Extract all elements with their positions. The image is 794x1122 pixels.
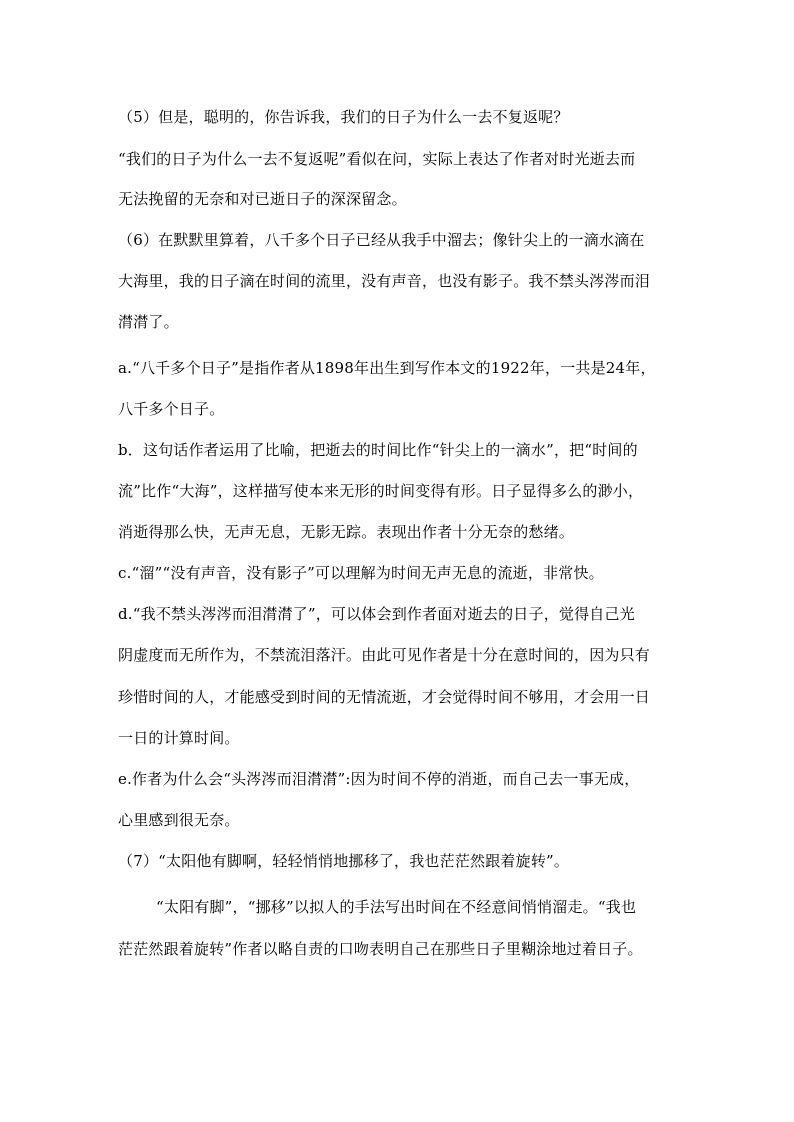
note-e-line-2: 心里感到很无奈。 <box>118 811 240 829</box>
note-d-line-3: 珍惜时间的人，才能感受到时间的无情流逝，才会觉得时间不够用，才会用一日 <box>118 688 651 706</box>
paragraph-6-line-1: （6）在默默里算着，八千多个日子已经从我手中溜去；像针尖上的一滴水滴在 <box>118 231 645 249</box>
note-c: c.“溜”“没有声音，没有影子”可以理解为时间无声无息的流逝，非常快。 <box>118 564 604 582</box>
note-a-line-2: 八千多个日子。 <box>118 400 225 418</box>
note-d-line-4: 一日的计算时间。 <box>118 729 240 747</box>
note-b-line-1: b．这句话作者运用了比喻，把逝去的时间比作“针尖上的一滴水”，把“时间的 <box>118 441 638 459</box>
paragraph-7-quote: （7）“太阳他有脚啊，轻轻悄悄地挪移了，我也茫茫然跟着旋转”。 <box>118 852 570 870</box>
note-d-line-1: d.“我不禁头涔涔而泪潸潸了”，可以体会到作者面对逝去的日子，觉得自己光 <box>118 605 635 623</box>
paragraph-7-analysis-line-2: 茫茫然跟着旋转”作者以略自责的口吻表明自己在那些日子里糊涂地过着日子。 <box>118 940 643 958</box>
note-e-line-1: e.作者为什么会“头涔涔而泪潸潸”:因为时间不停的消逝，而自己去一事无成， <box>118 770 640 788</box>
paragraph-6-line-3: 潸潸了。 <box>118 313 179 331</box>
paragraph-6-line-2: 大海里，我的日子滴在时间的流里，没有声音，也没有影子。我不禁头涔涔而泪 <box>118 272 651 290</box>
note-b-line-2: 流”比作“大海”，这样描写使本来无形的时间变得有形。日子显得多么的渺小， <box>118 482 644 500</box>
paragraph-5-analysis-line-1: “我们的日子为什么一去不复返呢”看似在问，实际上表达了作者对时光逝去而 <box>118 150 636 168</box>
paragraph-5-analysis-line-2: 无法挽留的无奈和对已逝日子的深深留念。 <box>118 190 407 208</box>
paragraph-7-analysis-line-1: “太阳有脚”，“挪移”以拟人的手法写出时间在不经意间悄悄溜走。“我也 <box>156 898 637 916</box>
note-d-line-2: 阴虚度而无所作为，不禁流泪落汗。由此可见作者是十分在意时间的，因为只有 <box>118 646 651 664</box>
paragraph-5-question: （5）但是，聪明的，你告诉我，我们的日子为什么一去不复返呢？ <box>118 108 569 126</box>
note-b-line-3: 消逝得那么快，无声无息，无影无踪。表现出作者十分无奈的愁绪。 <box>118 523 575 541</box>
note-a-line-1: a.“八千多个日子”是指作者从1898年出生到写作本文的1922年，一共是24年， <box>118 359 656 377</box>
